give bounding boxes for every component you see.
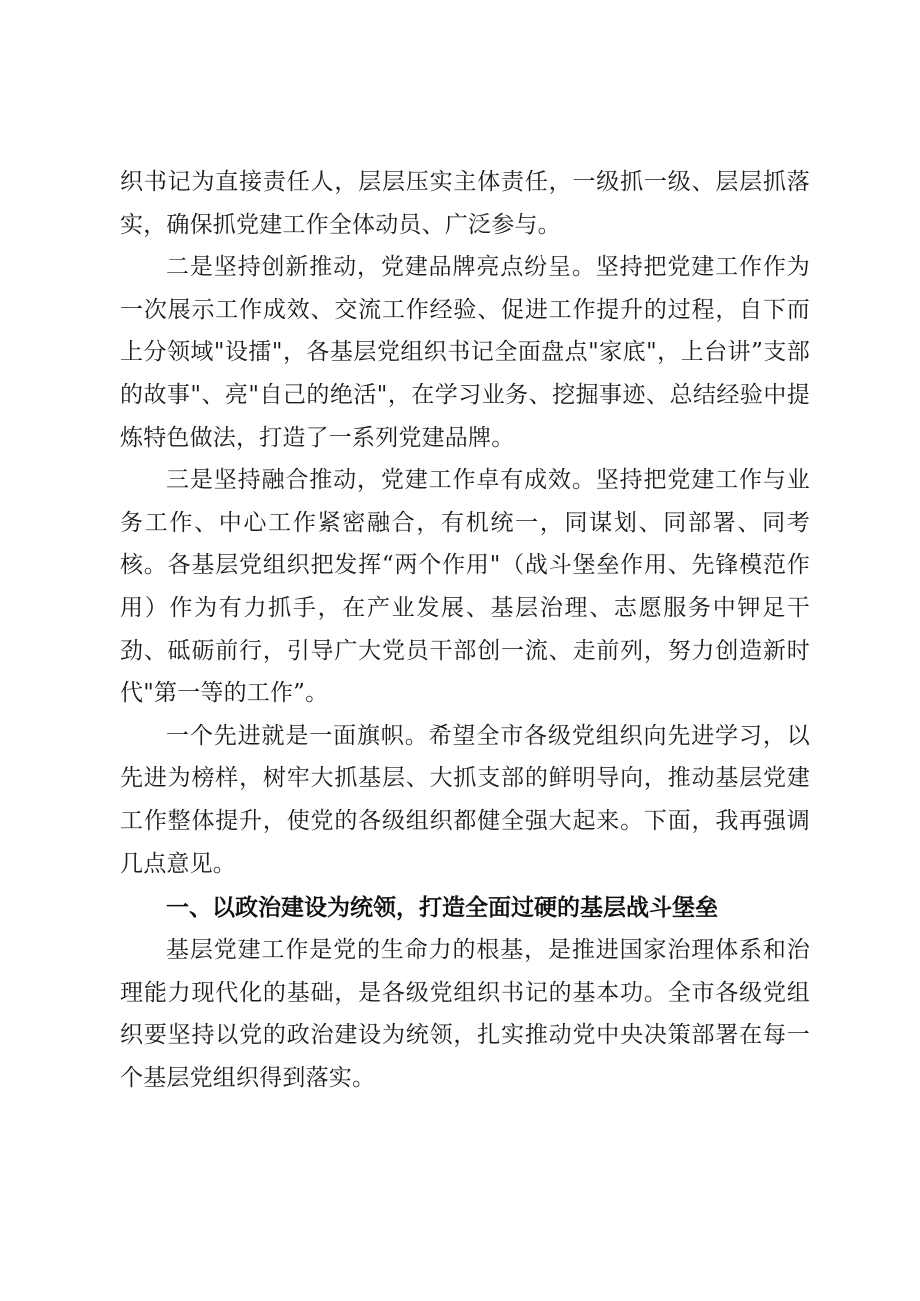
paragraph-advanced-flag: 一个先进就是一面旗帜。希望全市各级党组织向先进学习，以先进为榜样，树牢大抓基层、大抓支部的鲜明导向，推动基层党建工作整体提升，使党的各级组织都健全强大起来。下面，我再强调几点意见。 bbox=[120, 722, 810, 877]
paragraph-section-body: 基层党建工作是党的生命力的根基，是推进国家治理体系和治理能力现代化的基础，是各级党组织书记的基本功。全市各级党组织要坚持以党的政治建设为统领，扎实推动党中央决策部署在每一个基层党组织得到落实。 bbox=[120, 937, 810, 1091]
document-body bbox=[120, 161, 810, 1099]
paragraph-innovation: 二是坚持创新推动，党建品牌亮点纷呈。坚持把党建工作作为一次展示工作成效、交流工作经验、促进工作提升的过程，自下而上分领域"设擂"，各基层党组织书记全面盘点"家底"，上台讲”支部的故事"、亮"自己的绝活"，在学习业务、挖掘事迹、总结经验中提炼特色做法，打造了一系列党建品牌。 bbox=[120, 254, 810, 451]
paragraph-integration: 三是坚持融合推动，党建工作卓有成效。坚持把党建工作与业务工作、中心工作紧密融合，有机统一，同谋划、同部署、同考核。各基层党组织把发挥“两个作用"（战斗堡垒作用、先锋模范作用）作为有力抓手，在产业发展、基层治理、志愿服务中钾足干劲、砥砺前行，引导广大党员干部创一流、走前列，努力创造新时代"第一等的工作”。 bbox=[120, 467, 810, 707]
section-heading: 一、以政治建设为统领，打造全面过硬的基层战斗堡垒 bbox=[166, 895, 718, 922]
paragraph-continuation: 织书记为直接责任人，层层压实主体责任，一级抓一级、层层抓落实，确保抓党建工作全体动员、广泛参与。 bbox=[120, 169, 810, 238]
